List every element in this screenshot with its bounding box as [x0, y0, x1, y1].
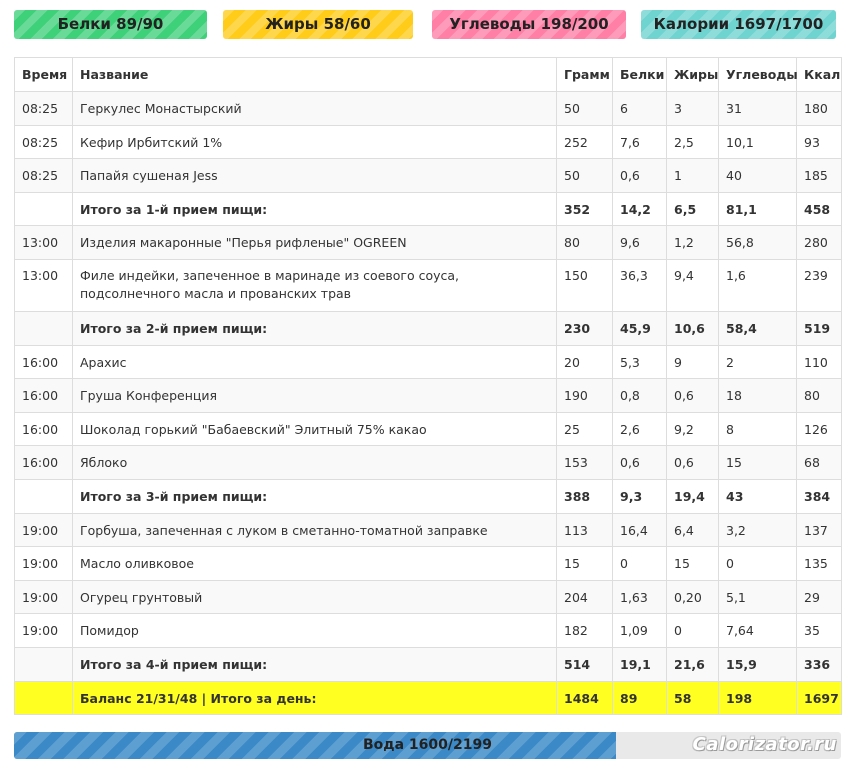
cell-carbs: 5,1	[719, 580, 797, 614]
cell-protein: 36,3	[613, 259, 667, 311]
column-header-kcal: Ккал	[797, 58, 842, 92]
carbs-badge-label: Углеводы 198/200	[449, 15, 609, 33]
table-row	[15, 412, 842, 446]
cell-grams: 204	[557, 580, 613, 614]
cell-fat: 0,20	[667, 580, 719, 614]
cell-fat: 6,4	[667, 513, 719, 547]
cell-grams: 20	[557, 345, 613, 379]
cell-name: Кефир Ирбитский 1%	[73, 125, 557, 159]
cell-name: Итого за 1-й прием пищи:	[73, 192, 557, 226]
cell-grams: 50	[557, 92, 613, 126]
cell-name: Геркулес Монастырский	[73, 92, 557, 126]
cell-carbs: 15	[719, 446, 797, 480]
cell-time	[15, 311, 73, 345]
food-diary-table	[14, 57, 842, 715]
cell-fat: 0,6	[667, 446, 719, 480]
carbs-badge	[432, 10, 626, 39]
calories-badge-label: Калории 1697/1700	[653, 15, 824, 33]
cell-kcal: 35	[797, 614, 842, 648]
cell-kcal: 135	[797, 547, 842, 581]
cell-name: Баланс 21/31/48 | Итого за день:	[73, 681, 557, 714]
cell-fat: 2,5	[667, 125, 719, 159]
meal-total-row	[15, 647, 842, 681]
cell-fat: 6,5	[667, 192, 719, 226]
table-row	[15, 92, 842, 126]
meal-total-row	[15, 311, 842, 345]
water-progress-bar	[14, 732, 841, 759]
cell-name: Горбуша, запеченная с луком в сметанно-томатной заправке	[73, 513, 557, 547]
cell-fat: 58	[667, 681, 719, 714]
column-header-grams: Грамм	[557, 58, 613, 92]
cell-fat: 9,4	[667, 259, 719, 311]
cell-protein: 1,09	[613, 614, 667, 648]
cell-grams: 153	[557, 446, 613, 480]
cell-fat: 1	[667, 159, 719, 193]
cell-time	[15, 647, 73, 681]
column-header-fat: Жиры	[667, 58, 719, 92]
cell-kcal: 80	[797, 379, 842, 413]
cell-time: 16:00	[15, 412, 73, 446]
cell-fat: 15	[667, 547, 719, 581]
cell-kcal: 1697	[797, 681, 842, 714]
cell-protein: 9,3	[613, 479, 667, 513]
table-row	[15, 446, 842, 480]
cell-grams: 150	[557, 259, 613, 311]
cell-carbs: 198	[719, 681, 797, 714]
cell-time: 19:00	[15, 547, 73, 581]
cell-protein: 2,6	[613, 412, 667, 446]
cell-name: Изделия макаронные "Перья рифленые" OGREEN	[73, 226, 557, 260]
table-header-row	[15, 58, 842, 92]
cell-name: Яблоко	[73, 446, 557, 480]
day-total-row	[15, 681, 842, 714]
cell-kcal: 458	[797, 192, 842, 226]
water-progress-label: Вода 1600/2199	[363, 737, 492, 753]
cell-carbs: 8	[719, 412, 797, 446]
column-header-time: Время	[15, 58, 73, 92]
cell-name: Помидор	[73, 614, 557, 648]
table-row	[15, 125, 842, 159]
cell-kcal: 126	[797, 412, 842, 446]
table-row	[15, 259, 842, 311]
cell-time: 08:25	[15, 125, 73, 159]
column-header-name: Название	[73, 58, 557, 92]
calories-badge	[641, 10, 836, 39]
cell-protein: 16,4	[613, 513, 667, 547]
cell-grams: 50	[557, 159, 613, 193]
cell-name: Итого за 3-й прием пищи:	[73, 479, 557, 513]
cell-name: Огурец грунтовый	[73, 580, 557, 614]
cell-name: Папайя сушеная Jess	[73, 159, 557, 193]
meal-total-row	[15, 479, 842, 513]
cell-time: 16:00	[15, 446, 73, 480]
cell-name: Масло оливковое	[73, 547, 557, 581]
cell-carbs: 43	[719, 479, 797, 513]
cell-grams: 190	[557, 379, 613, 413]
cell-grams: 388	[557, 479, 613, 513]
cell-name: Итого за 2-й прием пищи:	[73, 311, 557, 345]
cell-fat: 21,6	[667, 647, 719, 681]
cell-kcal: 280	[797, 226, 842, 260]
cell-kcal: 239	[797, 259, 842, 311]
table-row	[15, 547, 842, 581]
cell-protein: 0,8	[613, 379, 667, 413]
protein-badge	[14, 10, 207, 39]
cell-fat: 9	[667, 345, 719, 379]
site-watermark: Calorizator.ru	[692, 734, 837, 755]
cell-kcal: 68	[797, 446, 842, 480]
cell-grams: 113	[557, 513, 613, 547]
cell-grams: 252	[557, 125, 613, 159]
table-row	[15, 513, 842, 547]
cell-protein: 1,63	[613, 580, 667, 614]
cell-kcal: 519	[797, 311, 842, 345]
cell-kcal: 180	[797, 92, 842, 126]
cell-time: 19:00	[15, 614, 73, 648]
cell-protein: 45,9	[613, 311, 667, 345]
table-body	[15, 92, 842, 715]
cell-grams: 230	[557, 311, 613, 345]
cell-grams: 80	[557, 226, 613, 260]
cell-fat: 19,4	[667, 479, 719, 513]
cell-protein: 0	[613, 547, 667, 581]
cell-kcal: 110	[797, 345, 842, 379]
cell-protein: 0,6	[613, 159, 667, 193]
cell-fat: 0	[667, 614, 719, 648]
cell-kcal: 29	[797, 580, 842, 614]
cell-fat: 3	[667, 92, 719, 126]
cell-fat: 0,6	[667, 379, 719, 413]
cell-carbs: 15,9	[719, 647, 797, 681]
cell-carbs: 1,6	[719, 259, 797, 311]
cell-time: 13:00	[15, 226, 73, 260]
column-header-carbs: Углеводы	[719, 58, 797, 92]
cell-fat: 10,6	[667, 311, 719, 345]
cell-kcal: 336	[797, 647, 842, 681]
cell-grams: 25	[557, 412, 613, 446]
cell-grams: 182	[557, 614, 613, 648]
cell-kcal: 185	[797, 159, 842, 193]
fat-badge	[223, 10, 413, 39]
cell-grams: 514	[557, 647, 613, 681]
cell-grams: 352	[557, 192, 613, 226]
nutrient-badges	[0, 10, 850, 40]
meal-total-row	[15, 192, 842, 226]
cell-protein: 89	[613, 681, 667, 714]
cell-time	[15, 479, 73, 513]
cell-carbs: 7,64	[719, 614, 797, 648]
cell-carbs: 81,1	[719, 192, 797, 226]
cell-time	[15, 681, 73, 714]
cell-time: 16:00	[15, 345, 73, 379]
table-row	[15, 379, 842, 413]
cell-name: Итого за 4-й прием пищи:	[73, 647, 557, 681]
cell-time: 19:00	[15, 513, 73, 547]
cell-carbs: 31	[719, 92, 797, 126]
cell-protein: 7,6	[613, 125, 667, 159]
cell-time: 19:00	[15, 580, 73, 614]
cell-kcal: 137	[797, 513, 842, 547]
column-header-protein: Белки	[613, 58, 667, 92]
cell-time: 08:25	[15, 159, 73, 193]
cell-protein: 5,3	[613, 345, 667, 379]
cell-name: Груша Конференция	[73, 379, 557, 413]
table-row	[15, 226, 842, 260]
cell-grams: 15	[557, 547, 613, 581]
cell-time: 16:00	[15, 379, 73, 413]
cell-protein: 14,2	[613, 192, 667, 226]
cell-carbs: 2	[719, 345, 797, 379]
cell-protein: 0,6	[613, 446, 667, 480]
fat-badge-label: Жиры 58/60	[265, 15, 371, 33]
cell-carbs: 18	[719, 379, 797, 413]
cell-time: 08:25	[15, 92, 73, 126]
cell-name: Филе индейки, запеченное в маринаде из соевого соуса, подсолнечного масла и прованских трав	[73, 259, 557, 311]
cell-protein: 9,6	[613, 226, 667, 260]
cell-fat: 1,2	[667, 226, 719, 260]
cell-time	[15, 192, 73, 226]
table-row	[15, 345, 842, 379]
cell-kcal: 384	[797, 479, 842, 513]
protein-badge-label: Белки 89/90	[57, 15, 164, 33]
cell-kcal: 93	[797, 125, 842, 159]
cell-carbs: 56,8	[719, 226, 797, 260]
cell-protein: 6	[613, 92, 667, 126]
table-row	[15, 614, 842, 648]
cell-carbs: 40	[719, 159, 797, 193]
cell-carbs: 0	[719, 547, 797, 581]
cell-name: Арахис	[73, 345, 557, 379]
cell-name: Шоколад горький "Бабаевский" Элитный 75% какао	[73, 412, 557, 446]
cell-carbs: 58,4	[719, 311, 797, 345]
table-row	[15, 580, 842, 614]
cell-carbs: 3,2	[719, 513, 797, 547]
cell-grams: 1484	[557, 681, 613, 714]
cell-protein: 19,1	[613, 647, 667, 681]
table-row	[15, 159, 842, 193]
cell-time: 13:00	[15, 259, 73, 311]
cell-fat: 9,2	[667, 412, 719, 446]
cell-carbs: 10,1	[719, 125, 797, 159]
